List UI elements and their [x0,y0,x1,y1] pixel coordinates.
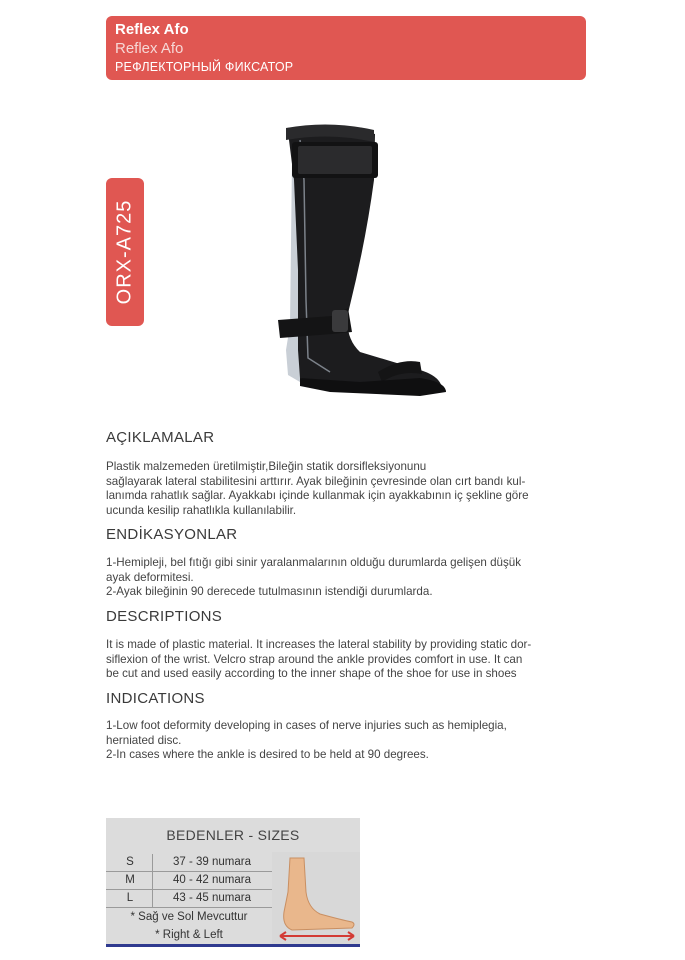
paragraph-endikasyonlar [106,556,586,600]
section-title-aciklamalar: AÇIKLAMALAR [106,429,215,446]
product-code-tag [106,178,144,326]
size-letter: M [108,872,153,889]
text-line: siflexion of the wrist. Velcro strap around the ankle provides comfort in use. It can [106,652,523,666]
size-letter: S [108,854,153,871]
size-table [106,852,272,944]
size-row [106,872,272,890]
text-line: be cut and used easily according to the inner shape of the shoe for use in shoes [106,667,517,680]
text-line: lanımda rahatlık sağlar. Ayakkabı içinde kullanmak için ayakkabının iç şekline göre [106,489,529,502]
size-chart-title: BEDENLER - SIZES [106,818,360,852]
size-chart [106,818,360,948]
text-line: sağlayarak lateral stabilitesini arttırır. Ayak bileğinin çevresinde olan cırt bandı kul- [106,474,526,488]
size-row [106,890,272,908]
size-row [106,854,272,872]
size-range: 43 - 45 numara [173,892,251,904]
size-range: 37 - 39 numara [173,856,251,868]
foot-measure-icon [272,852,360,944]
text-line: 1-Low foot deformity developing in cases of nerve injuries such as hemiplegia, [106,719,507,732]
size-range: 40 - 42 numara [173,874,251,886]
text-line: 1-Hemipleji, bel fıtığı gibi sinir yaralanmalarının olduğu durumlarda gelişen düşük [106,556,522,569]
product-subtitle: Reflex Afo [115,40,184,57]
size-note-tr: * Sağ ve Sol Mevcuttur [130,911,248,923]
text-line: ayak deformitesi. [106,570,194,584]
text-line: ucunda kesilip rahatlıkla kullanılabilir. [106,503,297,517]
text-line: 2-In cases where the ankle is desired to be held at 90 degrees. [106,748,429,761]
product-code: ORX-A725 [113,199,136,305]
foot-illustration-box [272,852,360,944]
paragraph-descriptions [106,638,586,682]
afo-brace-image [270,120,460,405]
section-title-endikasyonlar: ENDİKASYONLAR [106,526,238,543]
product-title-russian: РЕФЛЕКТОРНЫЙ ФИКСАТОР [115,60,294,74]
header-banner [106,16,586,80]
section-title-descriptions: DESCRIPTIONS [106,608,223,625]
text-line: Plastik malzemeden üretilmiştir,Bileğin statik dorsifleksiyonunu [106,460,427,473]
size-note-en: * Right & Left [155,929,223,941]
paragraph-indications [106,719,586,763]
text-line: herniated disc. [106,733,182,747]
section-title-indications: INDICATIONS [106,690,205,707]
paragraph-aciklamalar [106,460,586,518]
product-title: Reflex Afo [115,21,189,38]
text-line: It is made of plastic material. It increases the lateral stability by providing static dor- [106,638,532,651]
text-line: 2-Ayak bileğinin 90 derecede tutulmasının istendiği durumlarda. [106,585,433,598]
size-chart-bottom-bar [106,944,360,947]
size-letter: L [108,890,153,907]
